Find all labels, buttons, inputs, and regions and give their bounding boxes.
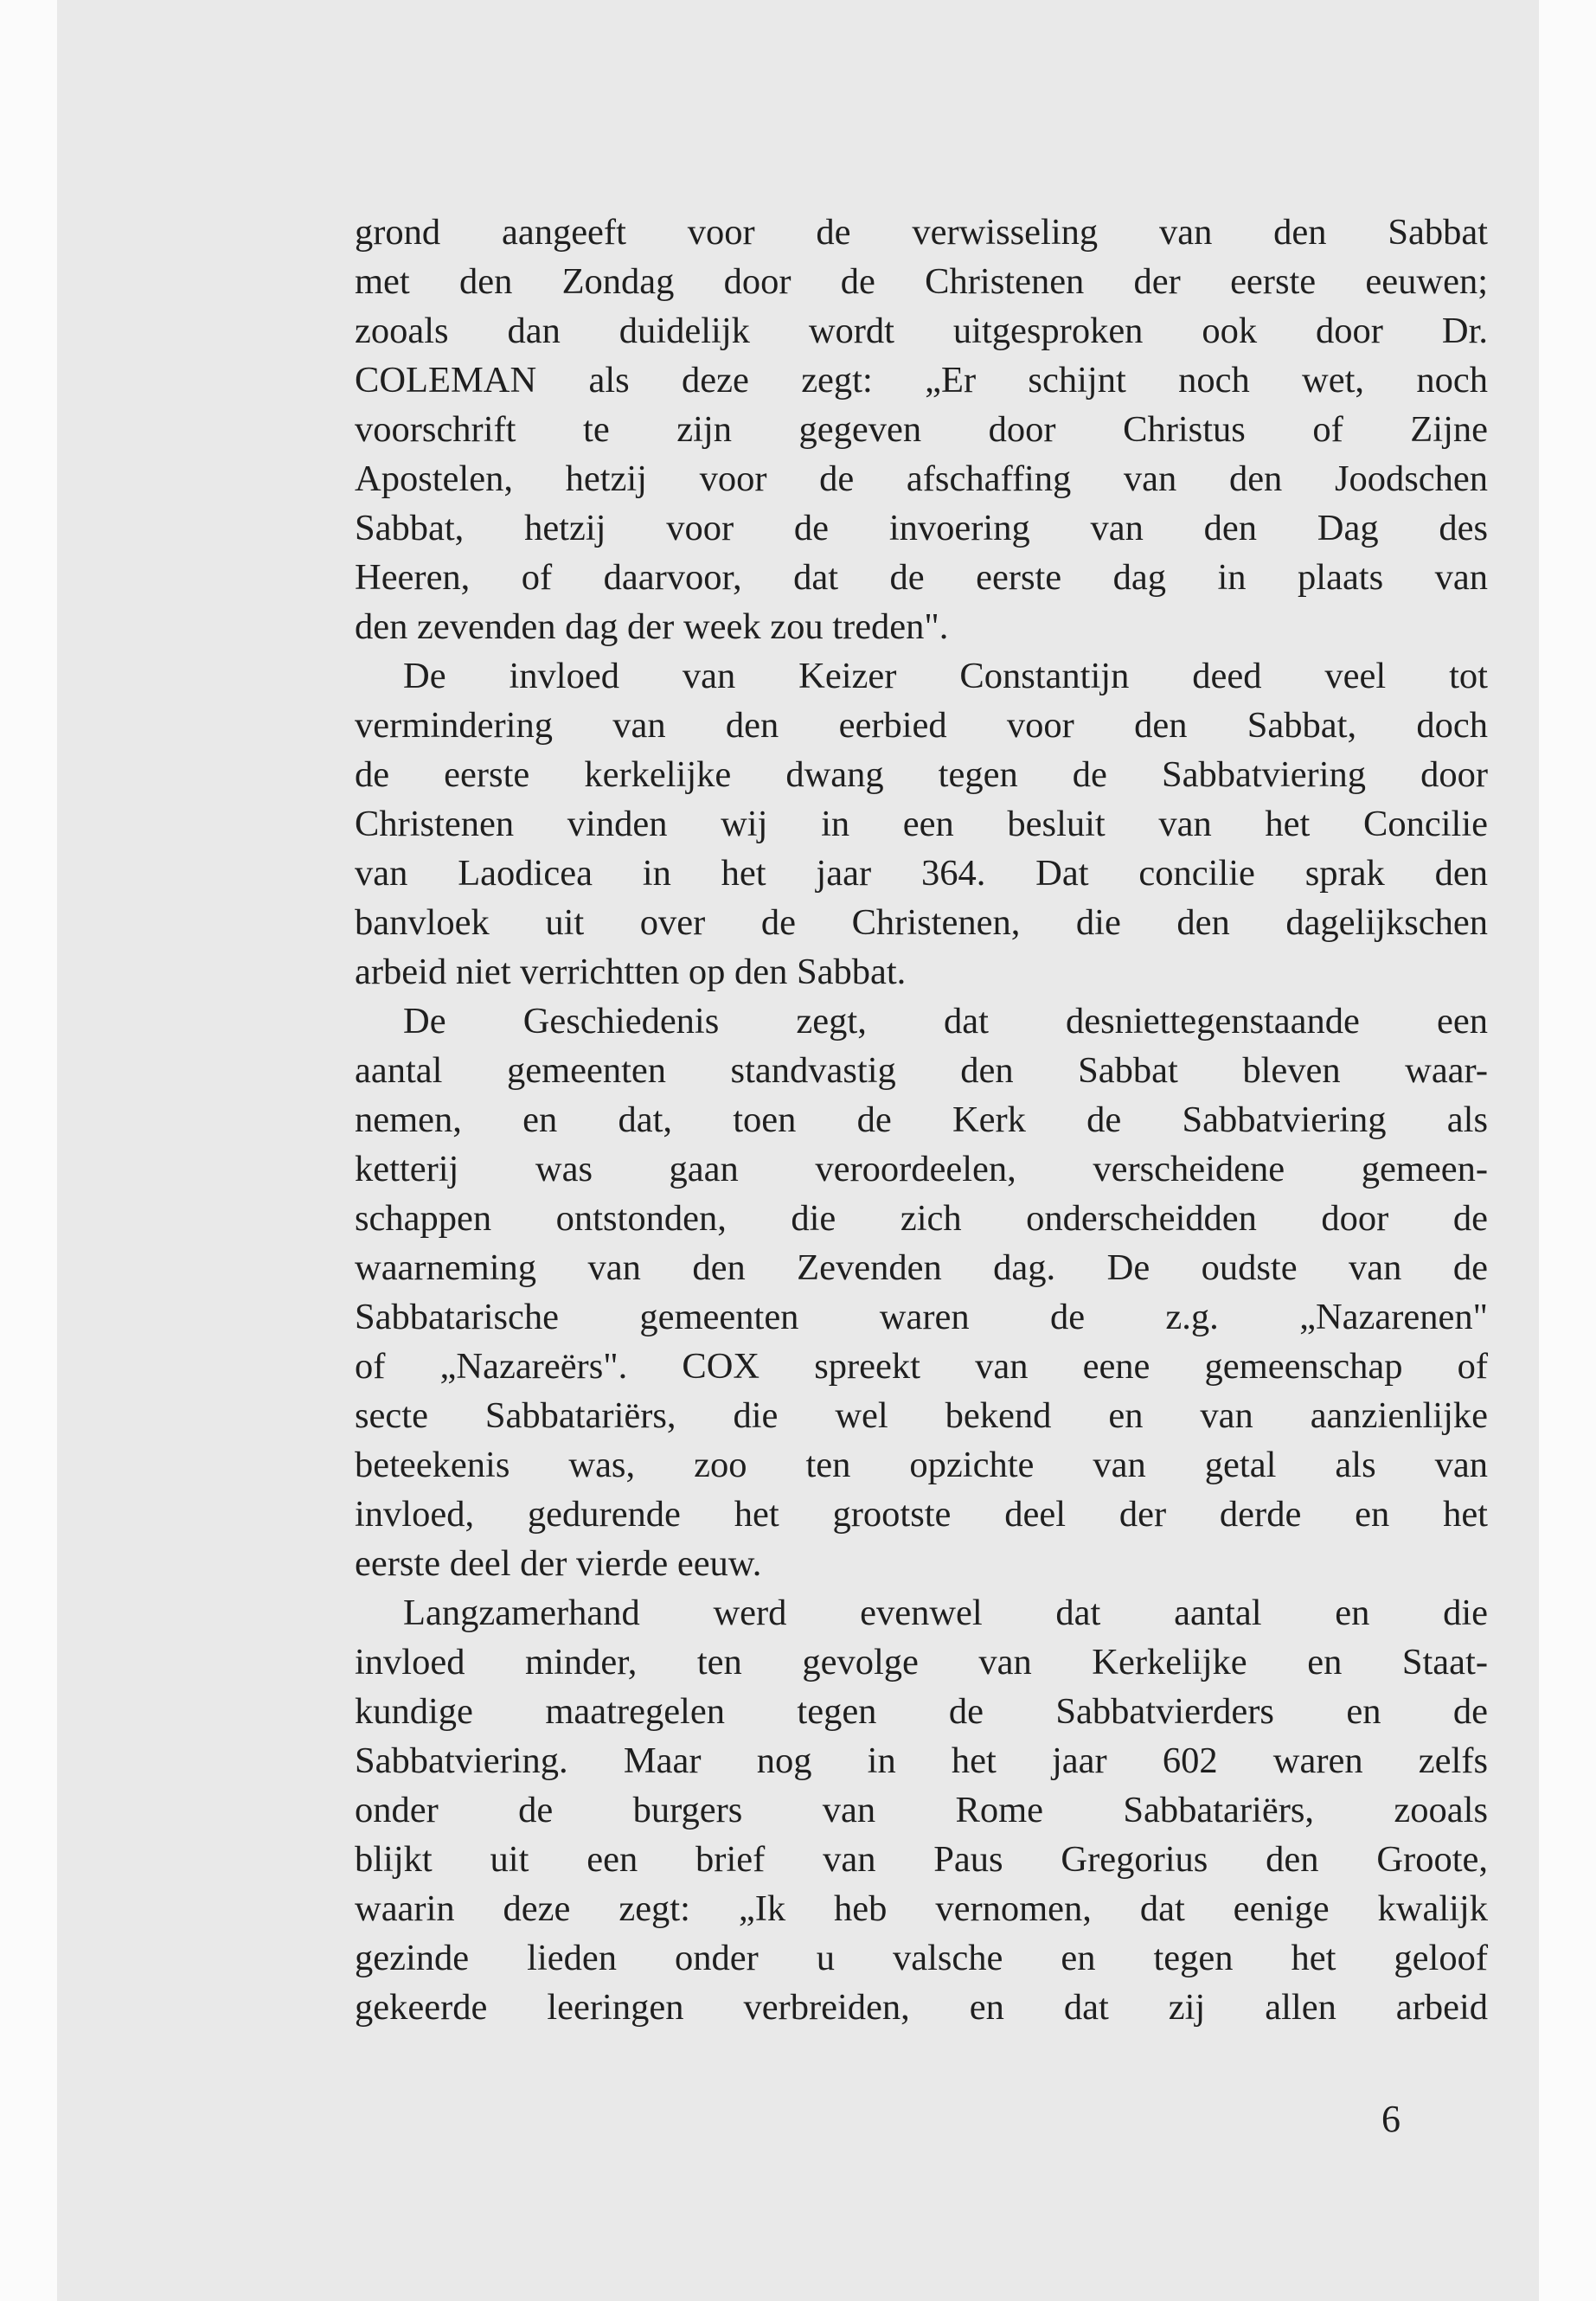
body-text — [355, 208, 1488, 2032]
text-line: waarneming van den Zevenden dag. De oudste van de — [355, 1247, 1488, 1288]
text-line: van Laodicea in het jaar 364. Dat concilie sprak den — [355, 853, 1488, 894]
text-line: nemen, en dat, toen de Kerk de Sabbatviering als — [355, 1099, 1488, 1140]
text-line: arbeid niet verrichtten op den Sabbat. — [355, 952, 907, 992]
text-line: ketterij was gaan veroordeelen, verscheidene gemeen- — [355, 1149, 1488, 1189]
text-line: Apostelen, hetzij voor de afschaffing van den Joodschen — [355, 458, 1488, 499]
book-page — [57, 0, 1539, 2301]
text-line: Sabbat, hetzij voor de invoering van den Dag des — [355, 508, 1488, 548]
text-line: waarin deze zegt: „Ik heb vernomen, dat eenige kwalijk — [355, 1888, 1488, 1929]
text-line: Heeren, of daarvoor, dat de eerste dag in plaats van — [355, 557, 1488, 598]
text-line: blijkt uit een brief van Paus Gregorius den Groote, — [355, 1839, 1488, 1880]
page-number: 6 — [1381, 2098, 1401, 2140]
text-line: aantal gemeenten standvastig den Sabbat bleven waar- — [355, 1050, 1488, 1091]
text-line: invloed minder, ten gevolge van Kerkelijke en Staat- — [355, 1642, 1488, 1682]
text-line: kundige maatregelen tegen de Sabbatvierders en de — [355, 1691, 1488, 1732]
text-line: Sabbatarische gemeenten waren de z.g. „Nazarenen" — [355, 1297, 1488, 1337]
paragraph-3 — [355, 997, 1488, 1588]
text-line: COLEMAN als deze zegt: „Er schijnt noch wet, noch — [355, 360, 1488, 401]
text-line: gekeerde leeringen verbreiden, en dat zij allen arbeid — [355, 1987, 1488, 2028]
text-line: gezinde lieden onder u valsche en tegen het geloof — [355, 1938, 1488, 1978]
text-line: grond aangeeft voor de verwisseling van den Sabbat — [355, 212, 1488, 253]
text-line: Langzamerhand werd evenwel dat aantal en die — [403, 1593, 1488, 1633]
paragraph-2 — [355, 651, 1488, 997]
text-line: eerste deel der vierde eeuw. — [355, 1543, 762, 1584]
text-line: schappen ontstonden, die zich onderscheidden door de — [355, 1198, 1488, 1239]
text-line: Christenen vinden wij in een besluit van het Concilie — [355, 804, 1488, 844]
text-line: De Geschiedenis zegt, dat desniettegenstaande een — [403, 1001, 1488, 1042]
text-line: De invloed van Keizer Constantijn deed veel tot — [403, 656, 1488, 696]
text-line: de eerste kerkelijke dwang tegen de Sabbatviering door — [355, 754, 1488, 795]
text-line: invloed, gedurende het grootste deel der derde en het — [355, 1494, 1488, 1535]
paragraph-4 — [355, 1588, 1488, 2032]
text-line: banvloek uit over de Christenen, die den dagelijkschen — [355, 902, 1488, 943]
text-line: beteekenis was, zoo ten opzichte van getal als van — [355, 1445, 1488, 1485]
paragraph-1 — [355, 208, 1488, 651]
text-line: onder de burgers van Rome Sabbatariërs, zooals — [355, 1790, 1488, 1830]
text-line: secte Sabbatariërs, die wel bekend en van aanzienlijke — [355, 1395, 1488, 1436]
text-line: zooals dan duidelijk wordt uitgesproken ook door Dr. — [355, 311, 1488, 351]
text-line: Sabbatviering. Maar nog in het jaar 602 waren zelfs — [355, 1740, 1488, 1781]
text-line: vermindering van den eerbied voor den Sabbat, doch — [355, 705, 1488, 746]
text-line: den zevenden dag der week zou treden". — [355, 606, 949, 647]
text-line: of „Nazareërs". COX spreekt van eene gemeenschap of — [355, 1346, 1488, 1387]
text-line: voorschrift te zijn gegeven door Christus of Zijne — [355, 409, 1488, 450]
text-line: met den Zondag door de Christenen der eerste eeuwen; — [355, 261, 1488, 302]
